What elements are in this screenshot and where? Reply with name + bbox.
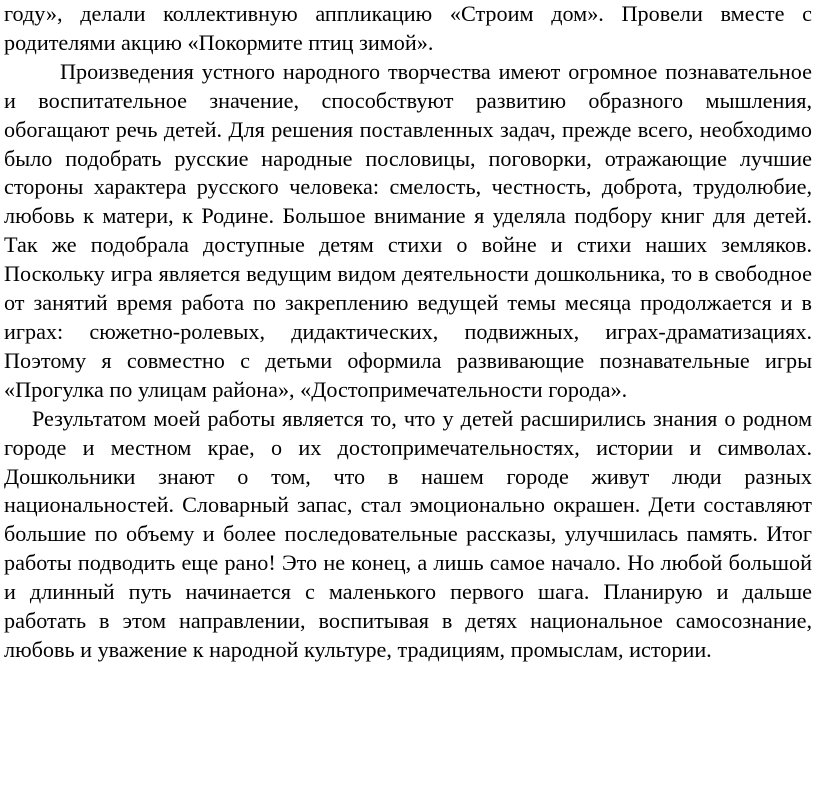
paragraph-continuation: году», делали коллективную аппликацию «Строим дом». Провели вместе с родителями акцию «Покормите птиц зимой». — [4, 1, 812, 55]
paragraph-results: Результатом моей работы является то, что у детей расширились знания о родном городе и местном крае, о их достопримечательностях, истории и символах. Дошкольники знают о том, что в нашем городе живут люди разных национальностей. Словарный запас, стал эмоционально окрашен. Дети составляют большие по объему и более последовательные рассказы, улучшилась память. Итог работы подводить еще рано! Это не конец, а лишь самое начало. Но любой большой и длинный путь начинается с маленького первого шага. Планирую и дальше работать в этом направлении, воспитывая в детях национальное самосознание, любовь и уважение к народной культуре, традициям, промыслам, истории. — [4, 405, 812, 662]
paragraph-folklore: Произведения устного народного творчества имеют огромное познавательное и воспитательное значение, способствуют развитию образного мышления, обогащают речь детей. Для решения поставленных задач, прежде всего, необходимо было подобрать русские народные пословицы, поговорки, отражающие лучшие стороны характера русского человека: смелость, честность, доброта, трудолюбие, любовь к матери, к Родине. Большое внимание я уделяла подбору книг для детей. Так же подобрала доступные детям стихи о войне и стихи наших земляков. Поскольку игра является ведущим видом деятельности дошкольника, то в свободное от занятий время работа по закреплению ведущей темы месяца продолжается и в играх: сюжетно-ролевых, дидактических, подвижных, играх-драматизациях. Поэтому я совместно с детьми оформила развивающие познавательные игры «Прогулка по улицам района», «Достопримечательности города». — [4, 58, 812, 402]
